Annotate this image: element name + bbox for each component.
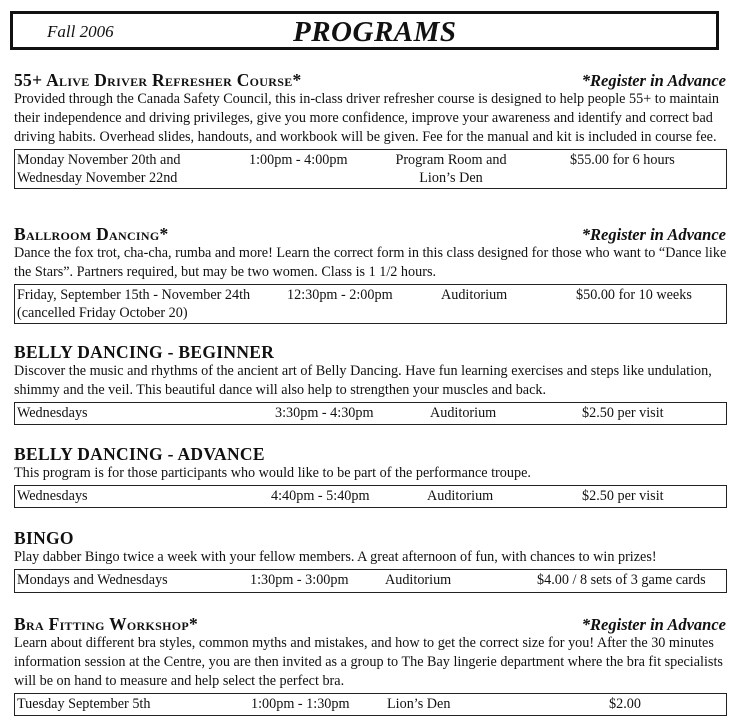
schedule-fee: $55.00 for 6 hours	[570, 152, 675, 168]
schedule-box	[14, 485, 727, 508]
schedule-where: Lion’s Den	[387, 696, 451, 712]
program-description: Discover the music and rhythms of the ancient art of Belly Dancing. Have fun learning exercises and steps like undulation, shimmy and the veil. This beautiful dance will also help to strengthen your muscles and back.	[14, 363, 712, 398]
when-line: Friday, September 15th - November 24th	[17, 287, 251, 303]
schedule-fee: $4.00 / 8 sets of 3 game cards	[537, 572, 706, 588]
schedule-box	[14, 693, 727, 716]
program-description: Learn about different bra styles, common myths and mistakes, and how to get the correct size for you! After the 30 minutes information session at the Centre, you are then invited as a group to The Bay lingerie department where the bra fit specialists will be on hand to measure and help select the perfect bra.	[14, 635, 723, 689]
program-title-row	[14, 614, 730, 638]
schedule-box	[14, 402, 727, 425]
program-title-row	[14, 444, 730, 468]
where-line: Lion’s Den	[419, 170, 483, 186]
schedule-fee: $50.00 for 10 weeks	[576, 287, 692, 303]
schedule-box	[14, 149, 727, 189]
program-bingo	[14, 528, 730, 593]
when-line: (cancelled Friday October 20)	[17, 305, 188, 321]
schedule-time: 3:30pm - 4:30pm	[275, 405, 374, 421]
schedule-when: Tuesday September 5th	[17, 696, 151, 712]
when-line: Wednesday November 22nd	[17, 170, 178, 186]
register-note: *Register in Advance	[581, 615, 726, 634]
program-title-row	[14, 342, 730, 366]
program-bra-fitting	[14, 614, 730, 716]
program-ballroom-dancing	[14, 224, 730, 324]
schedule-where: Auditorium	[441, 287, 508, 303]
program-description: Dance the fox trot, cha-cha, rumba and more! Learn the correct form in this class designed for those who want to “Dance like the Stars”. Partners required, but may be two women. Class is 1 1/2 hours.	[14, 245, 727, 280]
schedule-time: 1:00pm - 4:00pm	[249, 152, 348, 168]
program-belly-dancing-advance	[14, 444, 730, 508]
program-title-row	[14, 528, 730, 552]
schedule-fee: $2.00	[609, 696, 641, 712]
schedule-time: 1:00pm - 1:30pm	[251, 696, 350, 712]
schedule-time: 1:30pm - 3:00pm	[250, 572, 349, 588]
schedule-when	[17, 286, 250, 322]
register-note: *Register in Advance	[581, 225, 726, 244]
schedule-where	[385, 151, 517, 187]
program-description: Provided through the Canada Safety Council, this in-class driver refresher course is designed to help people 55+ to maintain their independence and driving privileges, give you more confidence, improve your awareness and identify and correct bad driving habits. Overhead slides, handouts, and workbook will be given. Fee for the manual and kit is included in course fee.	[14, 91, 719, 145]
schedule-box	[14, 569, 727, 593]
program-title-row	[14, 70, 730, 94]
program-title: 55+ Alive Driver Refresher Course*	[14, 70, 302, 90]
program-driver-course	[14, 70, 730, 189]
program-belly-dancing-beginner	[14, 342, 730, 425]
where-line: Program Room and	[395, 152, 507, 168]
schedule-when	[17, 151, 181, 187]
schedule-fee: $2.50 per visit	[582, 405, 664, 421]
schedule-where: Auditorium	[430, 405, 497, 421]
schedule-when: Mondays and Wednesdays	[17, 572, 168, 588]
schedule-when: Wednesdays	[17, 488, 88, 504]
schedule-fee: $2.50 per visit	[582, 488, 664, 504]
program-title: Bra Fitting Workshop*	[14, 614, 199, 634]
program-title: BELLY DANCING - ADVANCE	[14, 444, 265, 464]
program-title: BINGO	[14, 528, 74, 548]
schedule-time: 4:40pm - 5:40pm	[271, 488, 370, 504]
program-description: This program is for those participants who would like to be part of the performance troupe.	[14, 465, 531, 481]
schedule-where: Auditorium	[427, 488, 494, 504]
program-title: Ballroom Dancing*	[14, 224, 169, 244]
schedule-time: 12:30pm - 2:00pm	[287, 287, 393, 303]
page-header	[10, 11, 719, 50]
schedule-where: Auditorium	[385, 572, 452, 588]
when-line: Monday November 20th and	[17, 152, 181, 168]
schedule-when: Wednesdays	[17, 405, 88, 421]
program-title: BELLY DANCING - BEGINNER	[14, 342, 275, 362]
season-label: Fall 2006	[47, 22, 114, 41]
program-title-row	[14, 224, 730, 248]
program-description: Play dabber Bingo twice a week with your fellow members. A great afternoon of fun, with chances to win prizes!	[14, 549, 657, 565]
schedule-box	[14, 284, 727, 324]
page-title: PROGRAMS	[293, 16, 457, 48]
register-note: *Register in Advance	[581, 71, 726, 90]
